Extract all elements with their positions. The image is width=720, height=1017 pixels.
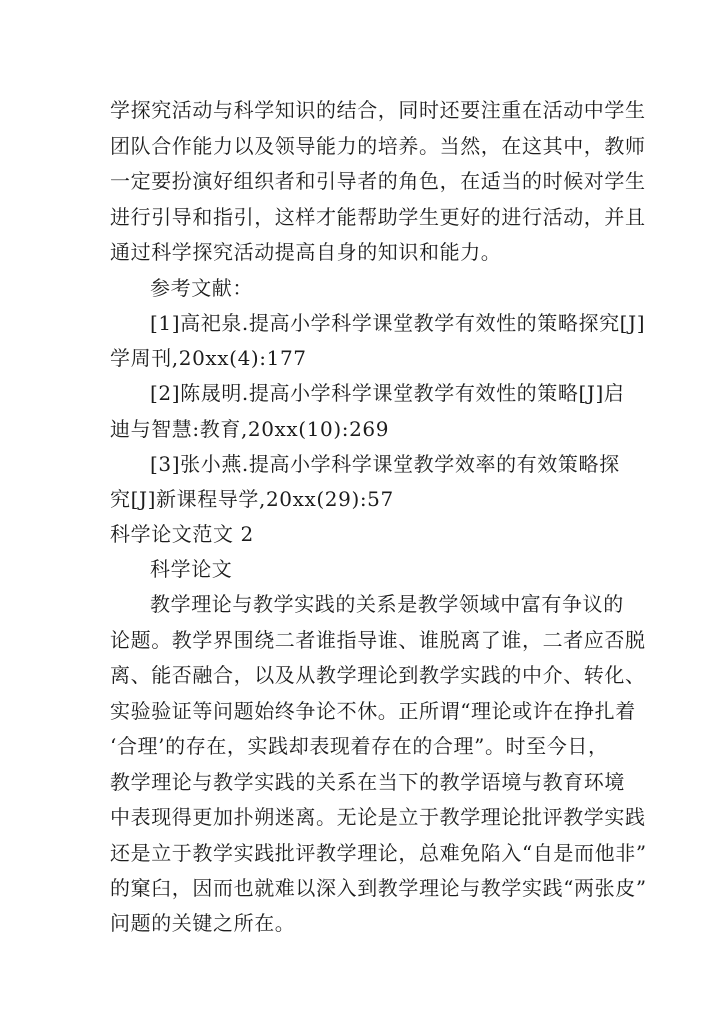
para2-line: 实验验证等问题始终争论不休。正所谓“理论或许在挣扎着: [110, 699, 636, 723]
reference-2-line1: [2]陈晟明.提高小学科学课堂教学有效性的策略[J]启: [150, 381, 625, 405]
references-heading: 参考文献：: [150, 276, 253, 300]
para1-line: 学探究活动与科学知识的结合，同时还要注重在活动中学生: [110, 98, 646, 122]
para2-line: 离、能否融合，以及从教学理论到教学实践的中介、转化、: [110, 663, 646, 687]
para2-line: 教学理论与教学实践的关系是教学领域中富有争议的: [150, 592, 624, 616]
reference-3-line1: [3]张小燕.提高小学科学课堂教学效率的有效策略探: [150, 452, 620, 476]
reference-1-line1: [1]高祀泉.提高小学科学课堂教学有效性的策略探究[J]: [150, 311, 646, 335]
para1-line: 通过科学探究活动提高自身的知识和能力。: [110, 240, 502, 264]
para2-line: 中表现得更加扑朔迷离。无论是立于教学理论批评教学实践: [110, 805, 646, 829]
para2-line: ‘合理’的存在，实践却表现着存在的合理”。时至今日，: [110, 734, 609, 758]
para2-line: 论题。教学界围绕二者谁指导谁、谁脱离了谁，二者应否脱: [110, 628, 646, 652]
para1-line: 团队合作能力以及领导能力的培养。当然，在这其中，教师: [110, 134, 646, 158]
para1-line: 一定要扮演好组织者和引导者的角色，在适当的时候对学生: [110, 169, 646, 193]
para1-line: 进行引导和指引，这样才能帮助学生更好的进行活动，并且: [110, 205, 646, 229]
para2-line: 教学理论与教学实践的关系在当下的教学语境与教育环境: [110, 770, 625, 794]
section-title: 科学论文范文 2: [110, 522, 254, 546]
para2-line: 问题的关键之所在。: [110, 911, 296, 935]
reference-1-line2: 学周刊,20xx(4):177: [110, 346, 307, 370]
para2-line: 还是立于教学实践批评教学理论，总难免陷入“自是而他非”: [110, 841, 647, 865]
reference-2-line2: 迪与智慧:教育,20xx(10):269: [110, 417, 390, 441]
reference-3-line2: 究[J]新课程导学,20xx(29):57: [110, 487, 394, 511]
subtitle: 科学论文: [150, 557, 233, 581]
para2-line: 的窠臼，因而也就难以深入到教学理论与教学实践“两张皮”: [110, 876, 647, 900]
